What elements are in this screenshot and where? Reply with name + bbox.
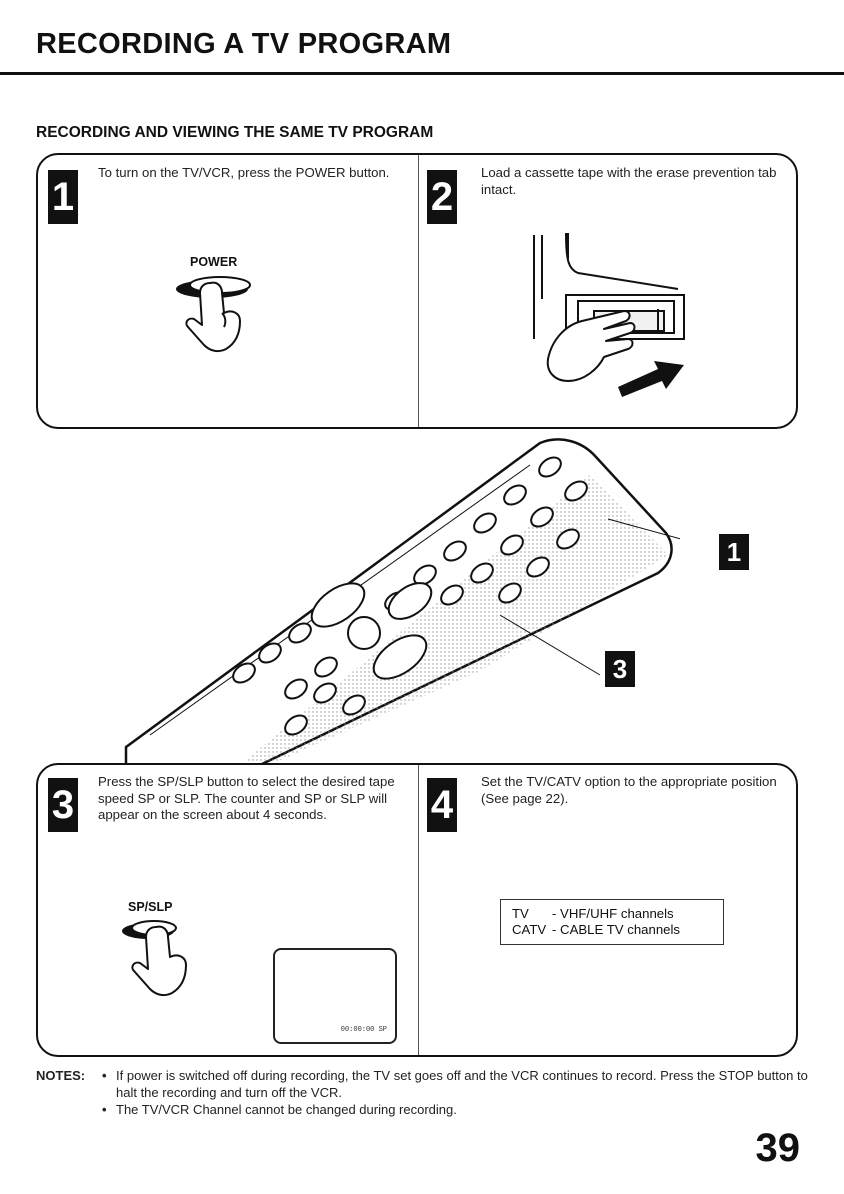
step-4-text: Set the TV/CATV option to the appropriate position (See page 22). (481, 774, 777, 806)
page-title: RECORDING A TV PROGRAM (36, 28, 452, 60)
hand-icon (548, 311, 635, 381)
power-press-illustration (166, 269, 276, 359)
panel-divider (418, 155, 419, 427)
step-1-text: To turn on the TV/VCR, press the POWER button. (98, 165, 390, 180)
step-3-text: Press the SP/SLP button to select the desired tape speed SP or SLP. The counter and SP or SLP will appear on the screen about 4 seconds. (98, 774, 395, 822)
callout-1-badge: 1 (719, 534, 749, 570)
panel-divider (418, 765, 419, 1055)
step-2-badge: 2 (427, 170, 457, 224)
notes-list (100, 1067, 820, 1118)
tv-catv-options-box (500, 899, 724, 945)
screen-counter-text: 00:00:00 SP (340, 1026, 387, 1034)
option-row-tv: TV - VHF/UHF channels (512, 906, 674, 921)
option-row-catv: CATV - CABLE TV channels (512, 922, 681, 937)
step-4-badge: 4 (427, 778, 457, 832)
insert-arrow-icon (618, 361, 684, 397)
page-number: 39 (755, 1126, 800, 1170)
title-rule (0, 72, 844, 75)
steps-panel-bottom (36, 763, 798, 1057)
steps-panel-top (36, 153, 798, 429)
step-1-badge: 1 (48, 170, 78, 224)
tv-screen-display (273, 948, 397, 1044)
section-title: RECORDING AND VIEWING THE SAME TV PROGRAM (36, 124, 434, 141)
cassette-insert-illustration (508, 229, 698, 399)
note-item: • The TV/VCR Channel cannot be changed during recording. (100, 1101, 820, 1118)
step-3-badge: 3 (48, 778, 78, 832)
step-2-text: Load a cassette tape with the erase prevention tab intact. (481, 165, 777, 197)
sp-slp-button-label: SP/SLP (128, 900, 173, 914)
notes-label: NOTES: (36, 1068, 86, 1083)
remote-control-illustration (120, 435, 680, 765)
sp-slp-press-illustration (112, 913, 222, 1003)
callout-3-badge: 3 (605, 651, 635, 687)
power-button-label: POWER (190, 255, 238, 269)
note-item: • If power is switched off during recording, the TV set goes off and the VCR continues to record. Press the STOP button to halt the recording and turn off the VCR. (100, 1067, 820, 1101)
